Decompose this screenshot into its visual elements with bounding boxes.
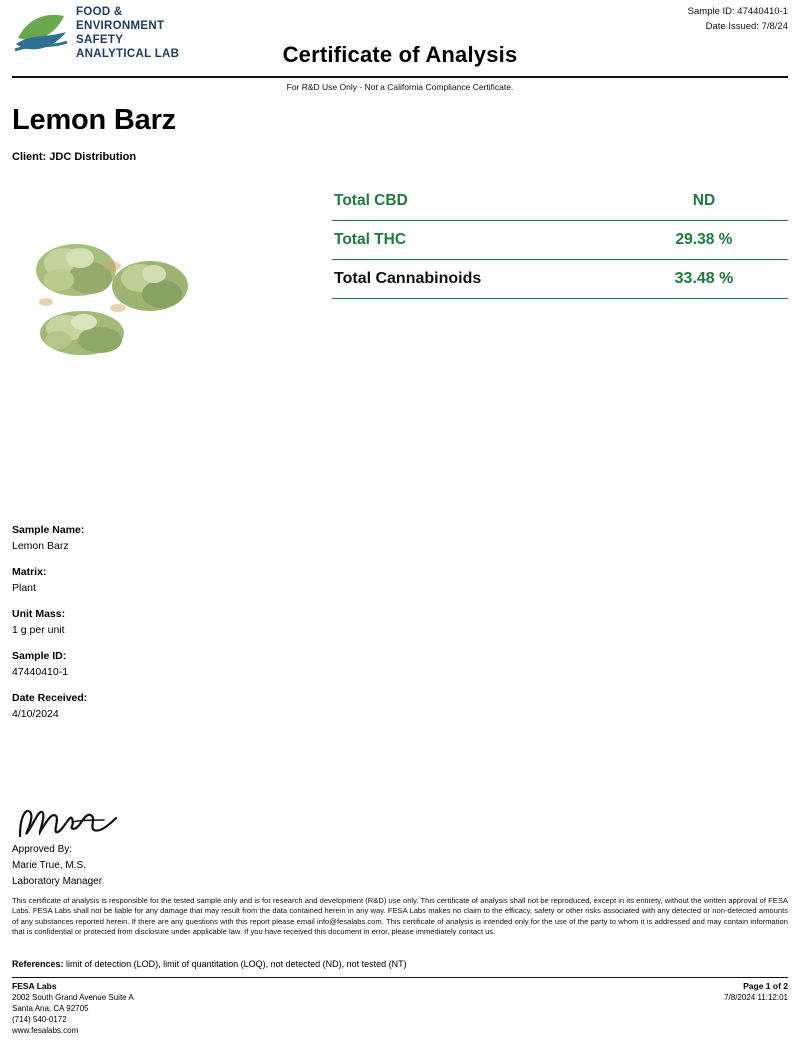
sample-metadata — [12, 524, 312, 720]
footer-timestamp: 7/8/2024 11:12:01 — [724, 993, 788, 1002]
meta-key-matrix: Matrix: — [12, 566, 47, 578]
page-title: Certificate of Analysis — [282, 42, 518, 67]
meta-value-matrix: Plant — [12, 582, 36, 594]
signature-block — [12, 800, 352, 887]
approver-name: Marie True, M.S. — [12, 860, 86, 871]
meta-key-sample-name: Sample Name: — [12, 524, 85, 536]
meta-value-sample-id: 47440410-1 — [12, 666, 69, 678]
header-date-issued: Date Issued: 7/8/24 — [705, 21, 788, 32]
header-sample-id: Sample ID: 47440410-1 — [687, 6, 788, 17]
footer-company: FESA Labs — [12, 981, 57, 991]
lab-name-line-4: ANALYTICAL LAB — [76, 48, 180, 60]
meta-value-date-received: 4/10/2024 — [12, 708, 59, 720]
lab-name-line-3: SAFETY — [76, 34, 124, 46]
product-name: Lemon Barz — [12, 104, 176, 136]
table-row — [332, 221, 788, 260]
footer-page-number: Page 1 of 2 — [743, 981, 788, 991]
meta-key-date-received: Date Received: — [12, 692, 88, 704]
document-header — [12, 0, 788, 92]
disclaimer-text: This certificate of analysis is responsible for the tested sample only and is for research and development (R&D) use only. This certificate of analysis shall not be reproduced, except in its entirety, without the written approval of FESA Labs. FESA Labs shall not be liable for any damage that may result from the data contained herein in any way. FESA Labs makes no claim to the efficacy, safety or other risks associated with any detected or non-detected amounts of any substances reported herein. If there are any questions with this report please email info@fesalabs.com. This certificate of analysis is intended only for the use of the party to whom it is addressed and may contain information that is confidential or protected from disclosure under applicable law. If you have received this document in error, please immediately contact us. — [12, 896, 788, 937]
references-text: limit of detection (LOD), limit of quantitation (LOQ), not detected (ND), not tested (NT) — [66, 959, 407, 969]
potency-value: 33.48 % — [674, 270, 734, 287]
document-footer — [12, 977, 788, 1036]
potency-label: Total Cannabinoids — [334, 270, 482, 287]
footer-phone: (714) 540-0172 — [12, 1015, 67, 1024]
meta-key-sample-id: Sample ID: — [12, 650, 67, 662]
footer-company-block — [12, 981, 134, 1036]
meta-value-unit-mass: 1 g per unit — [12, 624, 65, 636]
approved-by-label: Approved By: — [12, 844, 73, 855]
lab-name-line-1: FOOD & — [76, 6, 123, 18]
lab-name-line-2: ENVIRONMENT — [76, 20, 165, 32]
signature-icon — [12, 800, 352, 842]
potency-label: Total CBD — [334, 192, 408, 209]
table-row — [332, 182, 788, 221]
potency-summary-table — [332, 182, 788, 299]
header-meta — [688, 4, 788, 34]
meta-value-sample-name: Lemon Barz — [12, 540, 69, 552]
footer-address-1: 2002 South Grand Avenue Suite A — [12, 993, 134, 1002]
potency-value: ND — [692, 192, 716, 209]
footer-page-block — [724, 981, 788, 1036]
footer-address-2: Santa Ana, CA 92705 — [12, 1004, 89, 1013]
page-subtitle: For R&D Use Only - Not a California Compliance Certificate. — [286, 82, 514, 92]
references-label: References: — [12, 959, 64, 969]
potency-label: Total THC — [334, 231, 407, 248]
table-row — [332, 260, 788, 299]
client-name: Client: JDC Distribution — [12, 151, 137, 163]
references-line — [12, 959, 788, 969]
sample-photo — [14, 230, 204, 380]
approver-title: Laboratory Manager — [12, 876, 103, 887]
potency-value: 29.38 % — [675, 231, 733, 248]
footer-website[interactable]: www.fesalabs.com — [12, 1026, 79, 1035]
meta-key-unit-mass: Unit Mass: — [12, 608, 66, 620]
